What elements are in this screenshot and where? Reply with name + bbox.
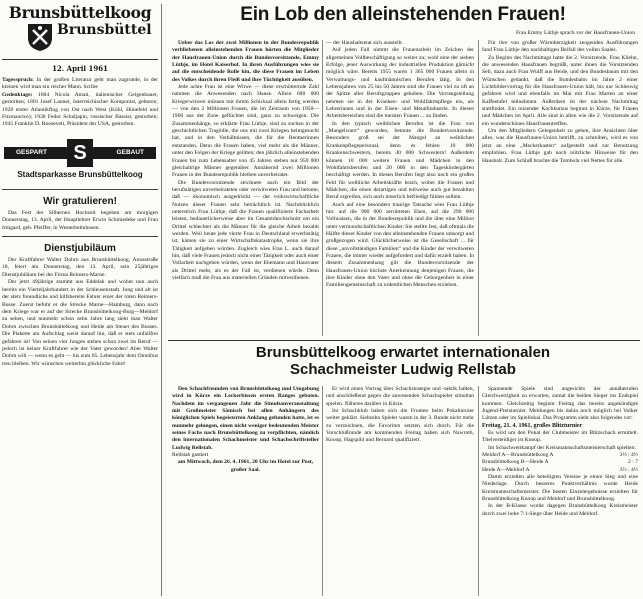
article2-title-line2: Schachmeister Ludwig Rellstab — [290, 361, 516, 378]
article1-col2 — [326, 40, 474, 336]
masthead-subtitle: Brunsbüttel — [57, 22, 152, 38]
article2-title — [168, 344, 638, 378]
divider — [2, 189, 158, 190]
column-rule — [478, 40, 479, 336]
table-row — [482, 452, 638, 459]
article1-lede: Ueber das Los der zwei Millionen in der Bundesrepublik verbliebenen alleinstehenden Frauen hörten die Mitglieder der Hausfrauen-Union durch die Bundesvorsitzende, Emmy Lüthje, im Hotel Kaiserhof. In ihren Ausführungen wies sie auf die entscheidende Rolle hin, die diese Frauen im Leben des Volkes durch ihren Fleiß und ihre Tüchtigkeit ausüben. — [172, 40, 319, 83]
result-score: 3½ : 4½ — [619, 466, 638, 473]
article2-col3-p1: Spannende Spiele sind angesichts der annähernden Gleichwertigkeit zu erwarten, zumal die beiden Sieger ins Endspiel kommen. Gleichzeitig beginnt Freitag das bereits angekündigte Jugend-Preisturnier. Meldungen bis dahin noch möglich bei Volker Lützen oder im Spiellokal. Das Programm sieht also folgendes vor: — [482, 386, 638, 422]
article2-col1 — [172, 386, 319, 596]
article2-col2-p2: Im Schachklub haben sich die Fronten beim Pokalturnier weiter geklärt. Siebzehn Spieler waren in der 3. Runde nicht mehr zu verzeichnen, die Favoriten setzten sich durch. Für die Vorschlußrunde am kommenden Freitag haben sich Nawroth, Knoop, Hagspihl und Bernard qualifiziert. — [326, 408, 474, 444]
article2-col3-p4: Damit erzielten alle beteiligten Vereine je einen Sieg und eine Niederlage. Durch besseres Punktverhältnis wurde Heide Kreismannschaftsmeister. Die besten Einzelergebnisse erzielten für Brunsbüttelkoog Knoop und Meldorf und Brunsbüttelkoog. — [482, 473, 638, 503]
article2-event-date: am Mittwoch, dem 26. 4. 1961, 20 Uhr im Hotel zur Post, großer Saal. — [177, 459, 314, 473]
column-rule — [478, 386, 479, 596]
article2-col3 — [482, 386, 638, 596]
ad-name: Stadtsparkasse Brunsbüttelkoog — [17, 169, 143, 179]
tagesspruch-label: Tagesspruch: — [2, 77, 34, 83]
article1-col3-p3: Um den Mitgliedern Gelegenheit zu geben, ihre Ansichten über alles, was die Hausfrauen-Union betrifft, zu schreiben, wird es von jetzt an eine „Meckerkasten“ aufgestellt und zur Benutzung empfohlen. Frau Lüthje gab noch nützliche Hinweise für den Haushalt. Zum Schluß brachte die Tombola viel Nettes für alle. — [482, 128, 638, 164]
article1-col2-p3: In den typisch weiblichen Berufen ist die Frau von „Mangelware“ geworden, betonte die Bundesvorsitzende. Besonders groß sei der Mangel an weiblichen Krankenpflegepersonal, denn es fehlen 10 000 Krankenschwestern, bereits 40 000 Schwestern! Außerdem können 10 000 weitere Frauen und Mädchen in den Wohlfahrtsberufen und 20 000 in den Tageskindergärten beschäftigt werden. In diesen Berufen liegt also noch ein großes Feld für weibliche Arbeitskräfte brach, wobei die Frauen und Mädchen, die einen derartigen und teilweise auch gut bezahlten Beruf ergreifen, sich auch innerlich befriedigt fühlen sollten. — [326, 120, 474, 201]
article2-col2 — [326, 386, 474, 596]
article1-col2-p2: Auf jeden Fall nimmt die Frauenarbeit im Zeichen der allgemeinen Vollbeschäftigung so weiter zu; wohl eine der sieben Erfolge, jener Auswirkung der industriellen Produktion gärnicht möglich wäre. Bereits 1955 waren 1 365 000 Frauen allein in Verwaltungs- und kaufmännischen Berufen tätig. In den Lebensjahren von 25 bis 50 Jahren sind die Frauen viel zu oft an der Spitze aller Berufsgruppen gehoben. Die Vorrangstellung nehmen sie in der Kranken- und Wohlfahrtspflege ein, als Lehrerinnen und in der Eisen- und Metallindustrie. In diesen Arbeitsbereichen sind die meisten Frauen ... zu finden. — [326, 47, 474, 120]
town-crest-icon — [26, 22, 54, 52]
article1-title: Ein Lob den alleinstehenden Frauen! — [240, 4, 566, 25]
divider — [2, 236, 158, 237]
masthead-title: Brunsbüttelkoog — [8, 3, 152, 22]
jubilaeum-p2: Der jetzt 49jährige stammt aus Eddelak und wohnt nun auch bereits ein Vierteljahrhundert in der Schleusenstadt. Jung und alt ist der stets freundliche und hilfsbereite Fahrer einer der roten Reimers-Busse. Zuerst befuhr er die Strecke Marne—Hamburg, dann nach dem Kriege war er auf der Strecke Brunsbüttelkoog-Burg—Meldorf zu sehen, und nunmehr schon zehn Jahre lang sieht man Walter Dohrn zwischen Brunsbüttelkoog und Heide am Steuer des Busses. Die Plakette am Aufschlag weist darauf hin, daß er stets unfallfrei gefahren ist! Von seinen vier Jungen stehen schon zwei im Beruf — jedoch ist keiner Kraftfahrer wie der Vater geworden! Aber Walter Dohrn will — wenn es geht — bis zum 65. Lebensjahr dem Omnibus treu bleiben. Wir wünschen weiterhin glückliche Fahrt! — [2, 279, 158, 367]
sparkasse-logo-icon: S — [67, 139, 93, 167]
article1-col2-p4: Auch auf eine besonders traurige Tatsache wies Frau Lüthje hin: auf die 900 000 zerrütteten Ehen, auf die 290 000 Vollwaisen, die in der Bundesrepublik und die über eine Million unter vermundschaftlichen Kinder. Sie stellte fest, daß oftmals die Hälfte dieser Kinder von den alleinstehenden Frauen umsorgt und großgezogen wird. Glücklicherweise ist die Gesellschaft ... für diese „unvollständigen Familien“ und die Kinder der verwitweten Frauen, die immer wieder aufgefordert und dafür erzielt haben. In diesem Zusammenhang gilt die Bundesvorsitzende der Hausfrauen-Union höchste Anerkennung denjenigen Frauen, die ihre Kinder ohne den Vater und ohne die Geborgenheit in einer Familiengemeinschaft zu ordentlichen Menschen erziehen. — [326, 201, 474, 289]
result-match: Meldorf A—Brunsbüttelkoog A — [482, 452, 554, 459]
table-row — [482, 459, 638, 466]
tagesspruch-text: In der großen Literatur geht man zugrunde, in der kleinen wird man ein reicher Mann. Scribe — [2, 77, 158, 91]
left-column — [2, 4, 162, 596]
article1-col3 — [482, 40, 638, 240]
article2-col3-p2: Es wird um den Pokal der Clubmeister im Blitzschach ermittelt. Titelverteidiger ist Knoop. — [482, 430, 638, 444]
article1-col3-p1: Für ihre von großer Wärmherzigkeit zeugenden Ausführungen fand Frau Lüthje den nachhaltigen Beifall des vollen Saales. — [482, 40, 638, 54]
ad-right-word: GEBAUT — [116, 148, 144, 156]
gratulieren-text: Das Fest der Silbernen Hochzeit begehen am morgigen Donnerstag, 13. April, der Hauptlehrer Erwin Schmiedeke und Frau Irmgard, geb. Pfeiffer, in Westerbelmhusen. — [2, 209, 158, 231]
issue-date: 12. April 1961 — [52, 64, 108, 73]
article1-col1-p3: Die Bundesvorsitzende zeichnete auch ein Bild der berufstätigen unverheirateten oder verwitweten Frau und betonte, daß — ökonomisch ausgedrückt — der volkswirtschaftliche Nutzen dieser Frauen sehr beträchtlich ist. Nachdrücklich unterstrich Frau Lüthje, daß die Frauen qualifizierte Facharbeit leisten, bedauerlicherweise aber im Gesamtdurchschnitt um ein Drittel schlechter als die Männer für die gleiche Arbeit bezahlt werden. Weil heute jede vierte Frau in Deutschland erwerbstätig ist, kämen sie zu einer Wirtschaftskatastrophe, wenn sie ihre Tätigkeit aufgeben würden. Zugleich wies Frau L. auch darauf hin, daß viele Frauen jedoch nicht einer Tätigkeit oder auch einer Vollarbeit nachgehen würden, wenn der Ehemann und Hausvater als Drittel mehr, als es der Fall ist, verdienen würde. Denn vielfach muß die Frau aus materiellen Gründen mitverdienen. — [172, 179, 319, 281]
article2-col3-p5: In der B-Klasse wurde dagegen Brunsbüttelkoog Kreismeister durch zwei hohe 7:1-Siege über Heide und Meldorf. — [482, 503, 638, 517]
table-row — [482, 467, 638, 474]
article2-col3-p3: Im Schachwettkampf der Kreismannschaftsmeisterschaft spielten: — [488, 444, 636, 451]
ad-left-word: GESPART — [16, 148, 47, 156]
gedenktage-text: 1684 Nicola Amati, italienischer Geigenbauer, gestorben; 1801 Josef Lanner, österreichischer Komponist, geboren; 1928 erster Atlantikflug von Ost nach West (Köhl, Hünefeld und Fitzmaurice); 1938 Fedor Schaljapin, russischer Bassist, gestorben; 1945 Franklin D. Roosevelt, Präsident der USA, gestorben. — [2, 91, 158, 128]
article1-col3-p2: Zu Beginn des Nachmittags hatte die 2. Vorsitzende, Frau Kliehn, die anwesenden Hausfrauen begrüßt, unter ihnen die Vorsitzenden Sell, dazu auch Frau Wulff aus Heide, und den Bundesbaum mit den Wünschen gedankt, daß die Bundesbahn im Jahre 2 einer Lichtbildervortrag für die Hausfrauen-Union hält, bis nur Schleswig gefahren wird und ebenfalls im Mai mit Frau Marten an einer Kaffeetafel teilnehmen. Außerdem ist der nächste Nachmittag stattfindet. Ein reizender Kochkursus beginnt in Kürze, für Frauen und Mädchen im April. Alle sind in allen wie die 2. Vorsitzende auf ein wunderschönes Hausfrauentreffen. — [482, 54, 638, 127]
article2-col2-p1: Er wird einen Vortrag über Schachstrategie und -taktik halten, und anschließend gegen die anwesenden Schachspieler simultan spielen. Näheres darüber in Kürze. — [326, 386, 474, 407]
article1-col2-p1: — der Haushaltsetat sich ausstellt. — [326, 40, 404, 46]
result-match: Brunsbüttelkoog B—Heide A — [482, 459, 549, 466]
article2-lede: Den Schachfreunden von Brunsbüttelkoog und Umgebung wird in Kürze ein Leckerbissen ersten Ranges geboten. Nachdem im vergangenen Jahr die Simultanveranstaltung mit Großmeister Sämisch bei allen Anhängern des königlichen Spiels begeisterten Anklang gefunden hatte, ist es nunmehr gelungen, einen nicht weniger bedeutenden Meister seines Fachs nach Brunsbüttelkoog zu verpflichten, nämlich den internationalen Schachmeister und Schachschriftsteller Ludwig Rellstab. — [172, 386, 319, 451]
gedenktage — [2, 92, 158, 129]
result-match: Heide A—Meldorf A — [482, 466, 530, 473]
article1-byline: Frau Emmy Lüthje sprach vor der Hausfrauen-Union — [516, 30, 635, 36]
section-rule — [168, 340, 640, 341]
article1-col1 — [172, 40, 319, 336]
masthead — [2, 4, 158, 60]
results-table — [482, 452, 638, 474]
tagesspruch — [2, 77, 158, 92]
article2-title-line1: Brunsbüttelkoog erwartet internationalen — [255, 344, 551, 361]
article2-col1-p2: Rellstab gastiert — [172, 452, 209, 459]
column-rule — [322, 40, 323, 336]
gedenktage-label: Gedenktage: — [2, 91, 33, 98]
result-score: 3½ : 4½ — [619, 452, 638, 459]
result-score: 2 : 7 — [628, 459, 638, 466]
jubilaeum-heading: Dienstjubiläum — [44, 243, 116, 255]
jubilaeum-p1: Der Kraftfahrer Walter Dohrn aus Brunsbüttelkoog, Annastraße 18, feiert am Donnerstag, den 13. April, sein 25jähriges Dienstjubiläum bei der Firma Reimers-Marne. — [2, 257, 158, 278]
article1-col1-p2: Jede achte Frau ist eine Witwe — diese erschütternde Zahl nahmen die Anwesenden nach Hause. Allein 600 000 Kriegerwitwen müssen mit ihrem Schicksal allein fertig werden — von den 2 Millionen Frauen, die im Zeitraum von 1950—1960 aus der Zone geflüchtet sind, ganz zu schweigen. Die Zusammenhänge, so erklärte Frau Lüthje, sind zu suchen in der geschichtlichen Tragödie, die uns mit zwei Kriegen heimgesucht hat, und in den Verhältnissen, die für die Rentnerinnen entstanden. Denn die Frauen haben, viel mehr als die Männer, unter den Folgen der Kriege gelitten; den jährlich alleinstehenden Frauen bis zum Lebensalter von 45 Jahren stehen nur 950 000 gleichaltrige Männer gegenüber. Annähernd zwei Millionen Frauen in der Bundesrepublik bleiben unverheiratet. — [172, 84, 319, 179]
article2-blitz-heading: Freitag, 21. 4. 1961, großes Blitzturnier — [482, 422, 583, 429]
column-rule — [322, 386, 323, 596]
sparkasse-ad — [4, 137, 156, 185]
gratulieren-heading: Wir gratulieren! — [43, 195, 117, 207]
